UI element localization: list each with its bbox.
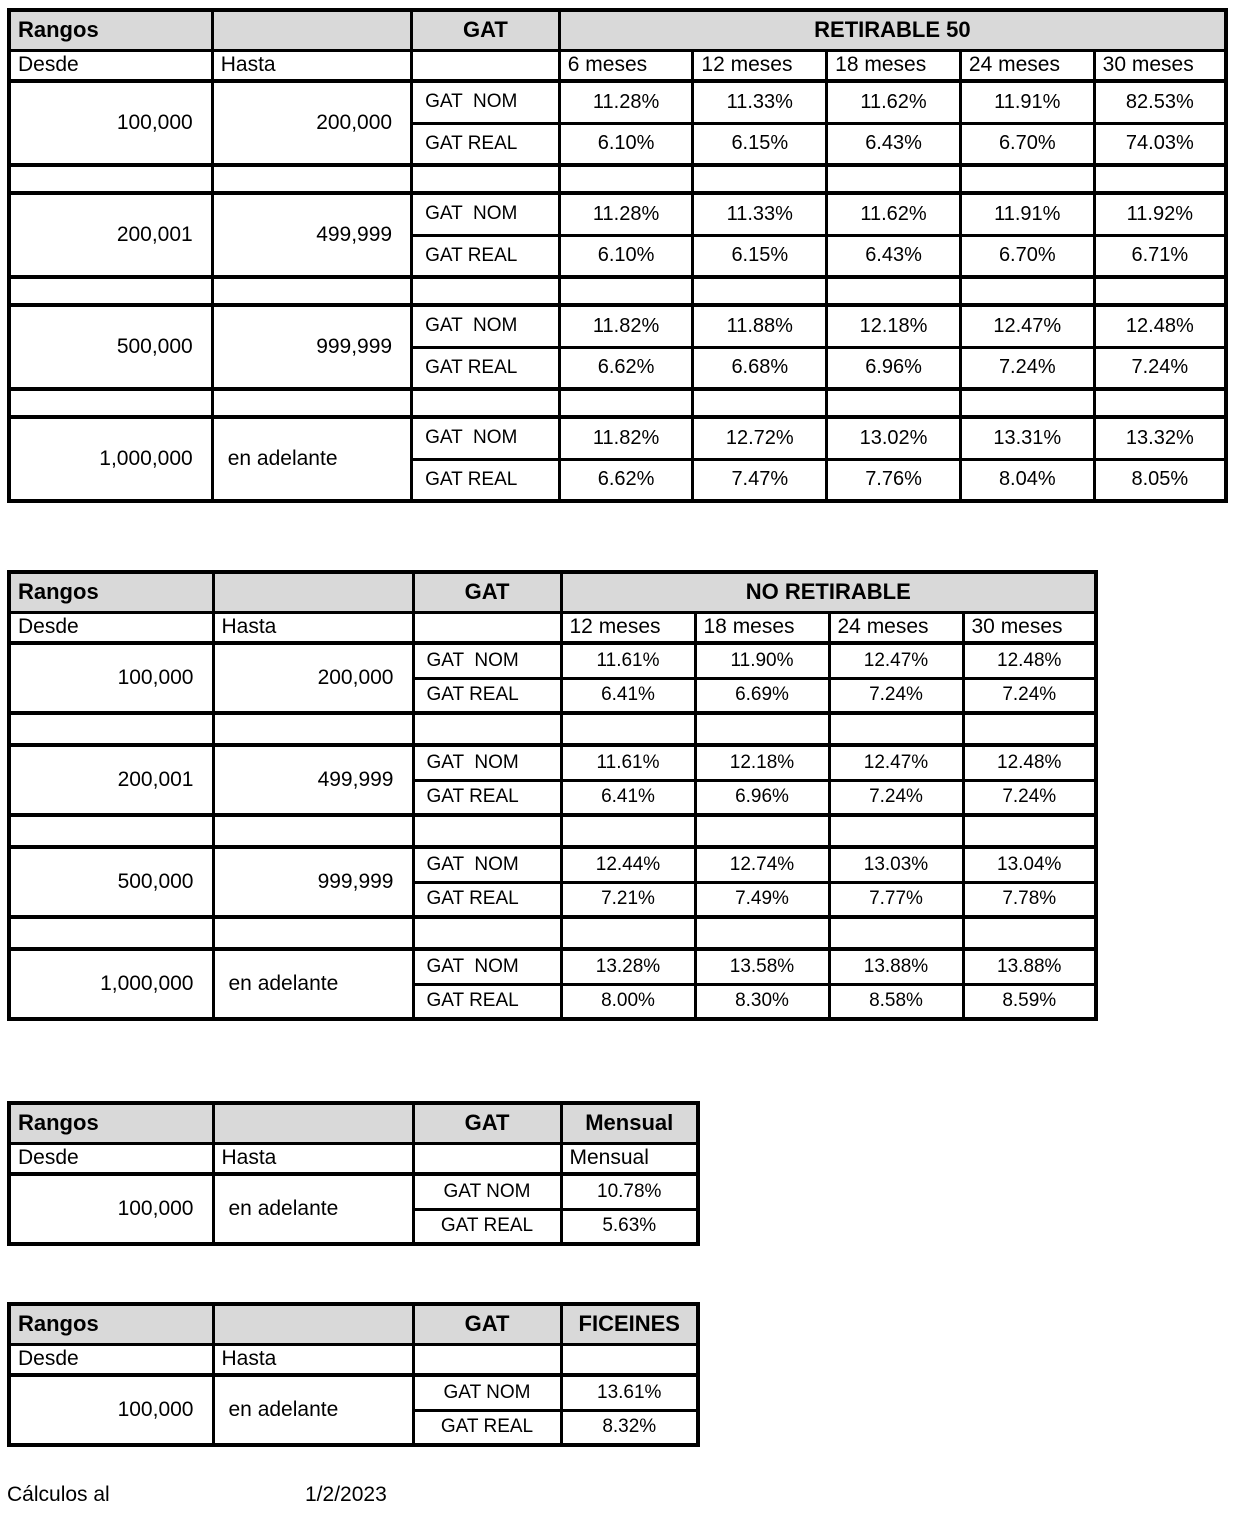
gat-nom-value: 12.74% [695,847,829,882]
gat-real-value: 7.78% [963,882,1096,917]
empty-cell [559,277,693,305]
empty-cell [561,917,695,949]
gat-header: GAT [412,10,560,50]
empty-cell [695,713,829,745]
desde-header: Desde [9,1344,213,1375]
hasta-header: Hasta [213,612,413,643]
range-hasta: 999,999 [212,305,411,389]
empty-cell [693,165,827,193]
gat-nom-value: 11.92% [1094,193,1226,235]
range-desde: 100,000 [9,643,213,713]
range-hasta: 999,999 [213,847,413,917]
empty-cell [561,713,695,745]
empty-cell [1094,277,1226,305]
gat-nom-value: 11.91% [960,81,1094,123]
range-hasta: en adelante [212,417,411,501]
gat-nom-value: 11.82% [559,305,693,347]
empty-cell [413,815,561,847]
empty-cell [413,1143,561,1174]
product-title-mensual: Mensual [561,1103,698,1143]
empty-cell [212,277,411,305]
gat-real-value: 7.24% [963,678,1096,713]
gat-nom-value: 13.88% [963,949,1096,984]
col-header-18-meses: 18 meses [695,612,829,643]
col-header-12-meses: 12 meses [561,612,695,643]
gat-nom-label: GAT NOM [412,305,560,347]
footer [7,1483,1228,1507]
gat-real-value: 7.76% [827,459,961,501]
range-desde: 1,000,000 [9,417,212,501]
gat-nom-value: 11.62% [827,193,961,235]
gat-nom-value: 12.72% [693,417,827,459]
product-title-ficeines: FICEINES [561,1304,698,1344]
hasta-header: Hasta [212,50,411,81]
col-header-18-meses: 18 meses [827,50,961,81]
gat-nom-value: 12.48% [963,643,1096,678]
gat-real-value: 8.32% [561,1410,698,1445]
gat-nom-value: 11.28% [559,81,693,123]
empty-cell [829,815,963,847]
empty-cell [413,713,561,745]
hasta-header: Hasta [213,1344,413,1375]
gat-nom-value: 13.28% [561,949,695,984]
gat-real-label: GAT REAL [413,1410,561,1445]
gat-header: GAT [413,572,561,612]
no-retirable-table [7,570,1098,1021]
gat-header: GAT [413,1103,561,1143]
product-title-no-retirable: NO RETIRABLE [561,572,1096,612]
range-hasta: 499,999 [212,193,411,277]
mensual-table [7,1101,700,1246]
empty-cell [1094,389,1226,417]
range-hasta: 499,999 [213,745,413,815]
empty-cell [963,815,1096,847]
gat-real-value: 6.15% [693,123,827,165]
gat-real-value: 6.96% [827,347,961,389]
gat-nom-value: 11.61% [561,745,695,780]
empty-cell [213,713,413,745]
empty-header-cell [213,572,413,612]
empty-cell [412,277,560,305]
gat-nom-value: 13.88% [829,949,963,984]
empty-header-cell [213,1103,413,1143]
empty-cell [829,917,963,949]
gat-nom-value: 12.47% [829,643,963,678]
empty-cell [212,389,411,417]
gat-real-value: 8.30% [695,984,829,1019]
hasta-header: Hasta [213,1143,413,1174]
gat-real-value: 6.70% [960,123,1094,165]
empty-header-cell [213,1304,413,1344]
gat-header: GAT [413,1304,561,1344]
gat-real-label: GAT REAL [412,347,560,389]
gat-real-label: GAT REAL [413,984,561,1019]
gat-nom-value: 12.18% [827,305,961,347]
gat-real-value: 7.21% [561,882,695,917]
empty-cell [413,612,561,643]
gat-real-value: 6.41% [561,780,695,815]
empty-cell [212,165,411,193]
gat-nom-value: 12.18% [695,745,829,780]
range-desde: 500,000 [9,847,213,917]
gat-real-value: 7.24% [1094,347,1226,389]
gat-real-value: 7.24% [960,347,1094,389]
empty-cell [9,389,212,417]
gat-real-value: 6.62% [559,459,693,501]
empty-cell [9,165,212,193]
gat-real-value: 5.63% [561,1209,698,1244]
rangos-header: Rangos [9,10,212,50]
empty-cell [9,917,213,949]
empty-cell [413,917,561,949]
range-desde: 100,000 [9,81,212,165]
gat-nom-label: GAT NOM [413,745,561,780]
empty-cell [413,1344,561,1375]
gat-nom-value: 12.47% [829,745,963,780]
empty-cell [693,389,827,417]
gat-real-value: 74.03% [1094,123,1226,165]
gat-real-value: 7.49% [695,882,829,917]
empty-cell [829,713,963,745]
gat-real-label: GAT REAL [413,1209,561,1244]
gat-real-label: GAT REAL [413,678,561,713]
range-hasta: en adelante [213,1375,413,1445]
gat-real-value: 7.47% [693,459,827,501]
gat-real-value: 8.00% [561,984,695,1019]
gat-nom-label: GAT NOM [413,847,561,882]
gat-real-value: 8.05% [1094,459,1226,501]
gat-real-value: 6.96% [695,780,829,815]
rangos-header: Rangos [9,572,213,612]
gat-nom-value: 12.48% [963,745,1096,780]
desde-header: Desde [9,50,212,81]
gat-nom-value: 13.02% [827,417,961,459]
empty-cell [827,389,961,417]
gat-nom-value: 82.53% [1094,81,1226,123]
col-header-24-meses: 24 meses [960,50,1094,81]
range-desde: 500,000 [9,305,212,389]
gat-nom-label: GAT NOM [413,949,561,984]
range-hasta: en adelante [213,1174,413,1244]
gat-nom-value: 11.88% [693,305,827,347]
col-header-12-meses: 12 meses [693,50,827,81]
gat-nom-value: 12.48% [1094,305,1226,347]
gat-nom-value: 13.04% [963,847,1096,882]
gat-nom-label: GAT NOM [413,643,561,678]
gat-nom-value: 13.58% [695,949,829,984]
empty-cell [695,917,829,949]
gat-nom-value: 11.90% [695,643,829,678]
gat-real-value: 6.68% [693,347,827,389]
empty-cell [9,713,213,745]
empty-cell [559,389,693,417]
empty-cell [559,165,693,193]
ficeines-table [7,1302,700,1447]
gat-real-value: 6.70% [960,235,1094,277]
empty-cell [963,917,1096,949]
gat-real-label: GAT REAL [412,459,560,501]
gat-real-value: 7.24% [963,780,1096,815]
empty-cell [213,815,413,847]
gat-nom-label: GAT NOM [412,193,560,235]
gat-nom-value: 13.32% [1094,417,1226,459]
gat-real-value: 6.43% [827,235,961,277]
gat-nom-value: 11.82% [559,417,693,459]
calculation-date: 1/2/2023 [305,1483,387,1506]
range-desde: 1,000,000 [9,949,213,1019]
empty-cell [1094,165,1226,193]
gat-real-value: 7.24% [829,678,963,713]
empty-cell [412,165,560,193]
range-hasta: en adelante [213,949,413,1019]
col-header-30-meses: 30 meses [963,612,1096,643]
gat-real-label: GAT REAL [413,882,561,917]
gat-real-value: 6.15% [693,235,827,277]
range-hasta: 200,000 [212,81,411,165]
gat-nom-label: GAT NOM [413,1375,561,1410]
desde-header: Desde [9,1143,213,1174]
gat-real-label: GAT REAL [412,235,560,277]
gat-real-value: 6.69% [695,678,829,713]
calculos-al-label: Cálculos al [7,1483,110,1506]
retirable-50-table [7,8,1228,503]
empty-header-cell [212,10,411,50]
empty-cell [963,713,1096,745]
gat-nom-label: GAT NOM [412,417,560,459]
empty-cell [9,815,213,847]
gat-real-value: 8.04% [960,459,1094,501]
gat-nom-label: GAT NOM [413,1174,561,1209]
gat-real-value: 6.41% [561,678,695,713]
gat-nom-value: 13.61% [561,1375,698,1410]
gat-real-value: 6.10% [559,123,693,165]
empty-cell [412,389,560,417]
empty-cell [213,917,413,949]
gat-real-value: 6.62% [559,347,693,389]
empty-cell [960,277,1094,305]
empty-cell [827,277,961,305]
col-header-30-meses: 30 meses [1094,50,1226,81]
gat-real-value: 7.24% [829,780,963,815]
gat-real-value: 8.58% [829,984,963,1019]
rangos-header: Rangos [9,1103,213,1143]
gat-nom-value: 11.61% [561,643,695,678]
gat-nom-value: 11.62% [827,81,961,123]
gat-nom-value: 12.47% [960,305,1094,347]
gat-nom-value: 12.44% [561,847,695,882]
empty-cell [561,815,695,847]
empty-cell [960,389,1094,417]
product-title-retirable50: RETIRABLE 50 [559,10,1226,50]
empty-cell [693,277,827,305]
gat-nom-value: 11.28% [559,193,693,235]
gat-nom-value: 10.78% [561,1174,698,1209]
col-header-6-meses: 6 meses [559,50,693,81]
gat-real-label: GAT REAL [412,123,560,165]
gat-nom-value: 11.33% [693,193,827,235]
range-desde: 100,000 [9,1174,213,1244]
rangos-header: Rangos [9,1304,213,1344]
desde-header: Desde [9,612,213,643]
col-header-24-meses: 24 meses [829,612,963,643]
gat-nom-value: 11.33% [693,81,827,123]
gat-nom-value: 13.31% [960,417,1094,459]
range-hasta: 200,000 [213,643,413,713]
empty-cell [9,277,212,305]
gat-real-label: GAT REAL [413,780,561,815]
range-desde: 100,000 [9,1375,213,1445]
empty-cell [960,165,1094,193]
empty-cell [412,50,560,81]
gat-real-value: 6.43% [827,123,961,165]
gat-real-value: 7.77% [829,882,963,917]
gat-nom-value: 13.03% [829,847,963,882]
col-header-mensual: Mensual [561,1143,698,1174]
empty-cell [695,815,829,847]
gat-real-value: 8.59% [963,984,1096,1019]
empty-cell [827,165,961,193]
gat-nom-value: 11.91% [960,193,1094,235]
gat-nom-label: GAT NOM [412,81,560,123]
gat-real-value: 6.10% [559,235,693,277]
range-desde: 200,001 [9,193,212,277]
empty-cell [561,1344,698,1375]
gat-real-value: 6.71% [1094,235,1226,277]
range-desde: 200,001 [9,745,213,815]
